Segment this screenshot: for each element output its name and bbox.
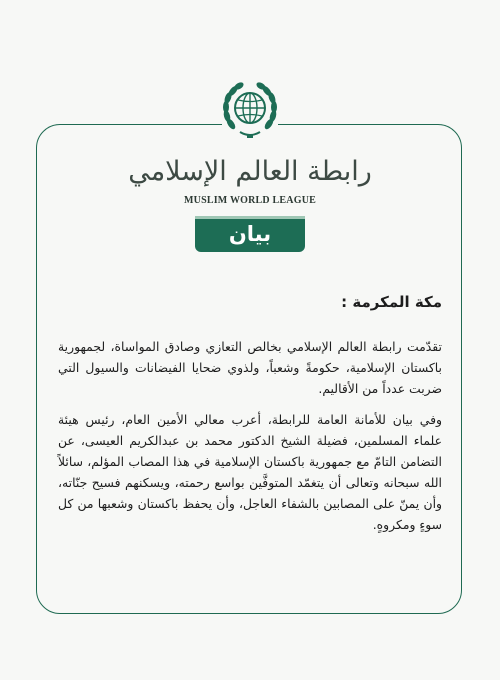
statement-banner: بيان — [195, 216, 305, 252]
dateline: مكة المكرمة : — [341, 293, 442, 311]
logo-english-wordmark: MUSLIM WORLD LEAGUE — [184, 195, 316, 206]
logo-arabic-wordmark: رابطة العالم الإسلامي — [128, 156, 372, 187]
globe-laurel-emblem-icon — [222, 78, 278, 148]
paragraph: وفي بيان للأمانة العامة للرابطة، أعرب معالي الأمين العام، رئيس هيئة علماء المسلمين، فضيلة الشيخ الدكتور محمد بن عبدالكريم العيسى، عن التضامن التامّ مع جمهورية باكستان الإسلامية في هذا المصاب المؤلم، سائلاً الله سبحانه وتعالى أن يتغمّد المتوفَّين بواسع رحمته، ويسكنهم فسيح جنّاته، وأن يمنّ على المصابين بالشفاء العاجل، وأن يحفظ باكستان وشعبها من كل سوءٍ ومكروهٍ. — [58, 412, 442, 532]
statement-body — [58, 290, 442, 545]
paragraph: تقدّمت رابطة العالم الإسلامي بخالص التعازي وصادق المواساة، لجمهورية باكستان الإسلامية، حكومةً وشعباً، ولذوي ضحايا الفيضانات والسيول التي ضربت عدداً من الأقاليم. — [58, 339, 442, 396]
banner-accent-line — [195, 216, 305, 219]
